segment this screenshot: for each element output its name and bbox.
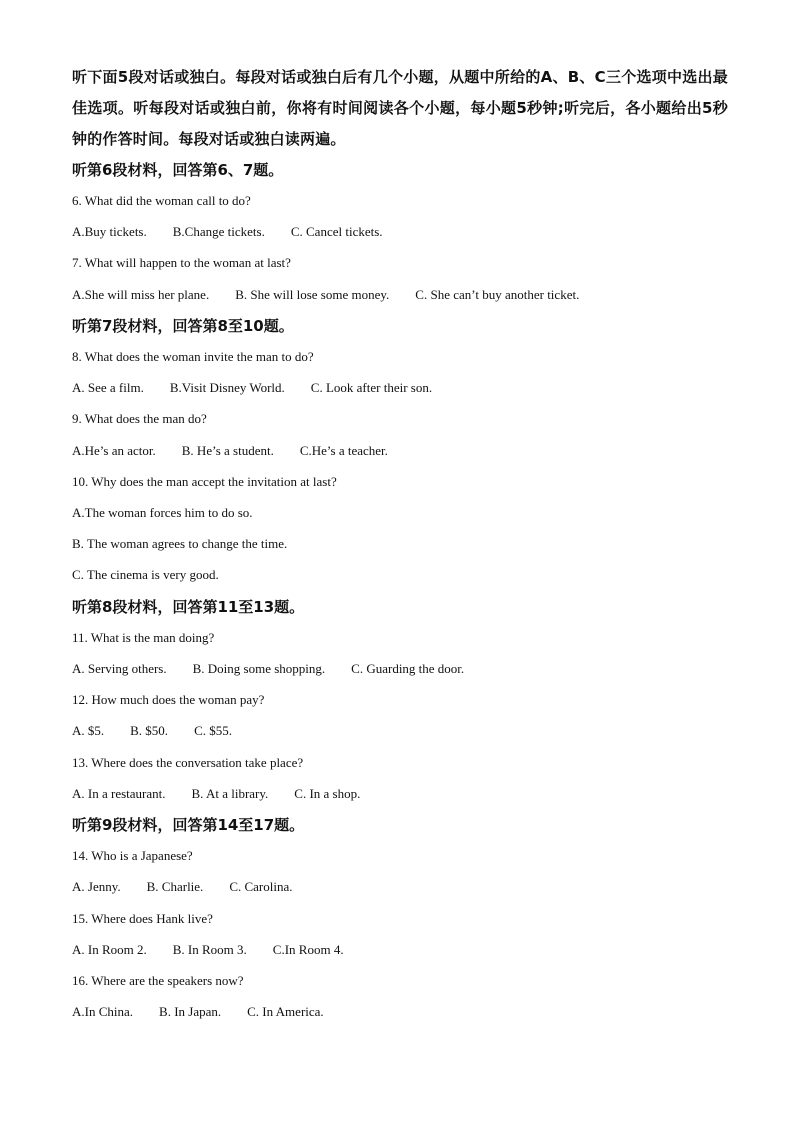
question-14-options — [72, 878, 293, 896]
question-14: 14. Who is a Japanese? — [72, 848, 193, 863]
question-10: 10. Why does the man accept the invitation at last? — [72, 474, 337, 489]
question-7: 7. What will happen to the woman at last? — [72, 255, 291, 270]
option-c: C. Guarding the door. — [351, 661, 465, 676]
question-9-options — [72, 442, 388, 460]
option-b: B. Charlie. — [146, 879, 204, 894]
option-c: C.He’s a teacher. — [299, 443, 388, 458]
section-heading-9: 听第9段材料，回答第14至17题。 — [72, 816, 305, 834]
question-10-option-c: C. The cinema is very good. — [72, 567, 219, 582]
option-a: A. In a restaurant. — [72, 786, 166, 801]
option-a: A.In China. — [72, 1004, 134, 1019]
question-6-options — [72, 223, 383, 241]
question-12-options — [72, 722, 232, 740]
option-a: A. Jenny. — [72, 879, 121, 894]
question-9: 9. What does the man do? — [72, 411, 207, 426]
option-b: B. She will lose some money. — [235, 287, 390, 302]
option-a: A.Buy tickets. — [72, 224, 147, 239]
question-8-options — [72, 379, 432, 397]
option-b: B.Visit Disney World. — [169, 380, 285, 395]
option-a: A. Serving others. — [72, 661, 167, 676]
question-15-options — [72, 941, 344, 959]
section-heading-7: 听第7段材料，回答第8至10题。 — [72, 317, 294, 335]
option-c: C. Cancel tickets. — [290, 224, 383, 239]
option-b: B. In Room 3. — [172, 942, 247, 957]
question-16: 16. Where are the speakers now? — [72, 973, 244, 988]
option-b: B.Change tickets. — [172, 224, 265, 239]
option-a: A. In Room 2. — [72, 942, 147, 957]
option-a: A. See a film. — [72, 380, 144, 395]
option-a: A. $5. — [72, 723, 105, 738]
option-a: A.He’s an actor. — [72, 443, 156, 458]
option-b: B. Doing some shopping. — [192, 661, 326, 676]
question-13: 13. Where does the conversation take place? — [72, 755, 304, 770]
question-8: 8. What does the woman invite the man to do? — [72, 349, 314, 364]
question-15: 15. Where does Hank live? — [72, 911, 213, 926]
option-c: C.In Room 4. — [272, 942, 344, 957]
option-c: C. Carolina. — [229, 879, 293, 894]
question-11: 11. What is the man doing? — [72, 630, 215, 645]
option-a: A.She will miss her plane. — [72, 287, 210, 302]
option-b: B. In Japan. — [159, 1004, 222, 1019]
question-16-options — [72, 1003, 324, 1021]
option-c: C. Look after their son. — [310, 380, 433, 395]
question-11-options — [72, 660, 464, 678]
option-c: C. She can’t buy another ticket. — [415, 287, 580, 302]
question-10-option-b: B. The woman agrees to change the time. — [72, 536, 288, 551]
section-heading-8: 听第8段材料，回答第11至13题。 — [72, 598, 305, 616]
question-13-options — [72, 785, 360, 803]
question-10-option-a: A.The woman forces him to do so. — [72, 505, 253, 520]
question-7-options — [72, 286, 579, 304]
option-c: C. In a shop. — [294, 786, 361, 801]
section-heading-6: 听第6段材料，回答第6、7题。 — [72, 161, 284, 179]
question-6: 6. What did the woman call to do? — [72, 193, 251, 208]
option-b: B. He’s a student. — [181, 443, 274, 458]
option-b: B. $50. — [130, 723, 169, 738]
listening-instructions: 听下面5段对话或独白。每段对话或独白后有几个小题，从题中所给的A、B、C三个选项中选出最佳选项。听每段对话或独白前，你将有时间阅读各个小题，每小题5秒钟;听完后，各小题给出5秒钟的作答时间。每段对话或独白读两遍。 — [72, 68, 728, 148]
question-12: 12. How much does the woman pay? — [72, 692, 265, 707]
option-b: B. At a library. — [191, 786, 269, 801]
option-c: C. In America. — [247, 1004, 324, 1019]
option-c: C. $55. — [194, 723, 232, 738]
